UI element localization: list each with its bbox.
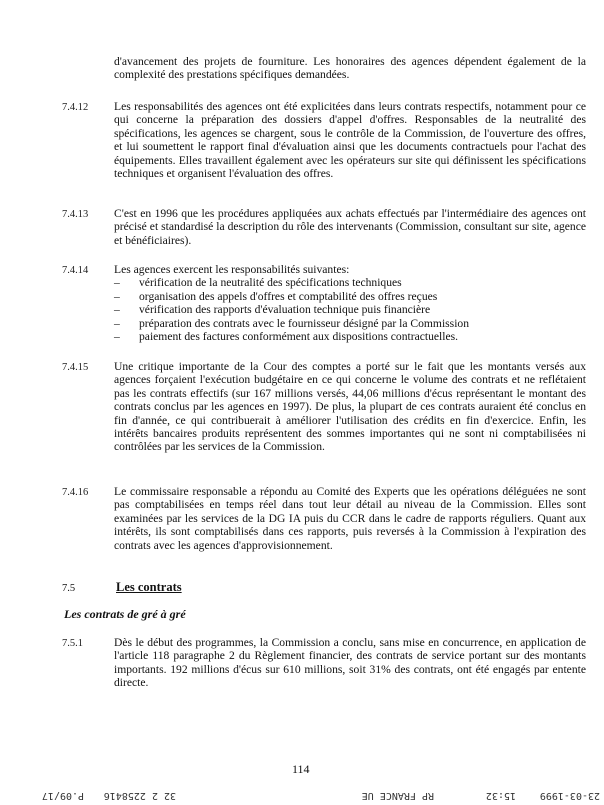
section-number: 7.5: [62, 583, 76, 594]
paragraph-number: 7.4.14: [62, 265, 89, 276]
fax-phone: 32 2 2258416: [103, 790, 176, 801]
paragraph-number: 7.4.13: [62, 209, 89, 220]
section-title: Les contrats: [116, 580, 182, 594]
paragraph-number: 7.4.12: [62, 102, 89, 113]
fax-page: P.09/17: [41, 790, 84, 801]
paragraph-number: 7.5.1: [62, 638, 83, 649]
dash-bullet-icon: –: [114, 276, 120, 290]
list-item: – paiement des factures conformément aux dispositions contractuelles.: [114, 330, 459, 344]
fax-time: 15:32: [485, 790, 516, 801]
dash-bullet-icon: –: [114, 303, 120, 317]
subheading: Les contrats de gré à gré: [64, 607, 186, 621]
fax-header: [0, 788, 604, 802]
paragraph-7-4-14: [114, 263, 586, 343]
list-item: – vérification des rapports d'évaluation technique puis financière: [114, 303, 431, 317]
paragraph-7-4-16: Le commissaire responsable a répondu au Comité des Experts que les opérations déléguées ne sont pas comptabilisées en temps réel dans tout leur détail au niveau de la Commission. Elles sont examinées par les services de la DG IA puis du CCR dans le cadre de rapports réguliers. Quant aux intérêts, ils sont comptabilisés dans ces rapports, puis reversés à la Commission à l'expiration des contrats avec les agences d'approvisionnement.: [114, 485, 586, 552]
fax-sender: RP FRANCE UE: [361, 790, 434, 801]
paragraph-7-5-1: Dès le début des programmes, la Commission a conclu, sans mise en concurrence, en application de l'article 118 paragraphe 2 du Règlement financier, des contrats de service portant sur des montants importants. 192 millions d'écus sur 610 millions, soit 31% des contrats, ont été engagés par entente directe.: [114, 636, 586, 690]
dash-bullet-icon: –: [114, 330, 120, 344]
paragraph-number: 7.4.16: [62, 487, 89, 498]
list-item: – organisation des appels d'offres et comptabilité des offres reçues: [114, 289, 438, 303]
intro-paragraph: d'avancement des projets de fourniture. Les honoraires des agences dépendent également de la complexité des prestations spécifiques demandées.: [114, 55, 586, 82]
paragraph-7-4-13: C'est en 1996 que les procédures appliquées aux achats effectués par l'intermédiaire des agences ont précisé et standardisé la description du rôle des intervenants (Commission, consultant sur site, agence et bénéficiaires).: [114, 207, 586, 247]
page-number: 114: [292, 762, 310, 776]
responsibilities-list: [114, 276, 586, 343]
paragraph-lead: Les agences exercent les responsabilités suivantes:: [114, 263, 350, 276]
paragraph-number: 7.4.15: [62, 362, 89, 373]
list-item: – vérification de la neutralité des spécifications techniques: [114, 276, 402, 290]
paragraph-7-4-15: Une critique importante de la Cour des comptes a porté sur le fait que les montants versés aux agences forçaient l'exécution budgétaire en ce qui concerne le volume des contrats et ne reflétaient pas les contrats effectifs (sur 167 millions versés, 44,06 millions d'écus représentant le montant des contrats conclus par les agences en 1997). De plus, la plupart de ces contrats auraient été conclus en fin d'année, ce qui contribuerait à améliorer l'utilisation des crédits en fin d'exercice. Enfin, les intérêts bancaires produits représentent des sommes importantes qui ne sont ni comptabilisées ni contrôlées par les services de la Commission.: [114, 360, 586, 454]
list-item: – préparation des contrats avec le fournisseur désigné par la Commission: [114, 316, 470, 330]
dash-bullet-icon: –: [114, 316, 120, 330]
fax-date: 23-03-1999: [539, 790, 600, 801]
paragraph-7-4-12: Les responsabilités des agences ont été explicitées dans leurs contrats respectifs, notamment pour ce qui concerne la préparation des dossiers d'appel d'offres. Responsables de la neutralité des spécifications, les agences se chargent, sous le contrôle de la Commission, de l'ouverture des offres, et lui soumettent le rapport final d'évaluation ainsi que les documents contractuels pour l'achat des équipements. Elles travaillent également avec les opérateurs sur site qui définissent les spécifications techniques et organisent l'évaluation des offres.: [114, 100, 586, 181]
dash-bullet-icon: –: [114, 289, 120, 303]
